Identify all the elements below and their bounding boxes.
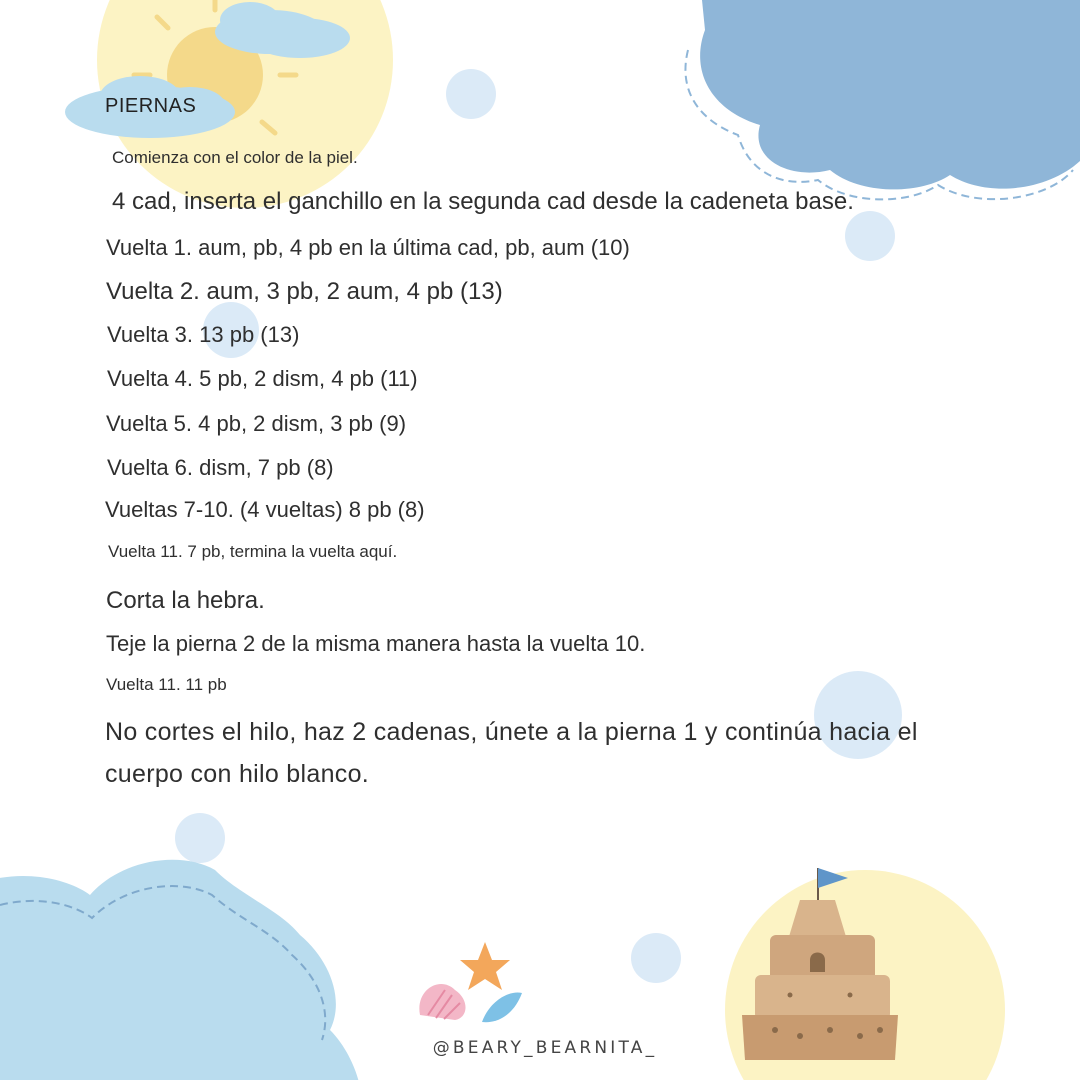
- decor-dot: [446, 69, 496, 119]
- starfish-icon: [460, 942, 510, 990]
- instruction-line: No cortes el hilo, haz 2 cadenas, únete a la pierna 1 y continúa hacia el: [105, 718, 918, 746]
- instruction-line: Vuelta 6. dism, 7 pb (8): [107, 455, 334, 480]
- instruction-line: 4 cad, inserta el ganchillo en la segunda cad desde la cadeneta base.: [112, 188, 854, 215]
- instruction-line: cuerpo con hilo blanco.: [105, 760, 370, 788]
- cloud-icon: [685, 0, 1080, 199]
- shell-icon: [482, 992, 522, 1022]
- instruction-line: Vuelta 4. 5 pb, 2 dism, 4 pb (11): [107, 366, 418, 391]
- social-handle: @BEARY_BEARNITA_: [432, 1038, 658, 1058]
- instruction-line: Vuelta 11. 7 pb, termina la vuelta aquí.: [108, 542, 398, 561]
- section-title: PIERNAS: [105, 95, 197, 117]
- decor-dot: [175, 813, 225, 863]
- instruction-line: Vuelta 1. aum, pb, 4 pb en la última cad, pb, aum (10): [106, 235, 630, 260]
- decor-dot: [631, 933, 681, 983]
- instruction-line: Vueltas 7-10. (4 vueltas) 8 pb (8): [105, 497, 425, 522]
- instruction-line: Teje la pierna 2 de la misma manera hasta la vuelta 10.: [106, 631, 646, 656]
- instruction-line: Vuelta 2. aum, 3 pb, 2 aum, 4 pb (13): [106, 278, 503, 305]
- instruction-line: Vuelta 3. 13 pb (13): [107, 322, 300, 347]
- instruction-line: Corta la hebra.: [106, 587, 265, 614]
- decor-dot: [845, 211, 895, 261]
- shell-icon: [419, 984, 465, 1020]
- intro-text: Comienza con el color de la piel.: [112, 148, 358, 167]
- instruction-line: Vuelta 11. 11 pb: [106, 675, 227, 694]
- instruction-line: Vuelta 5. 4 pb, 2 dism, 3 pb (9): [106, 411, 407, 436]
